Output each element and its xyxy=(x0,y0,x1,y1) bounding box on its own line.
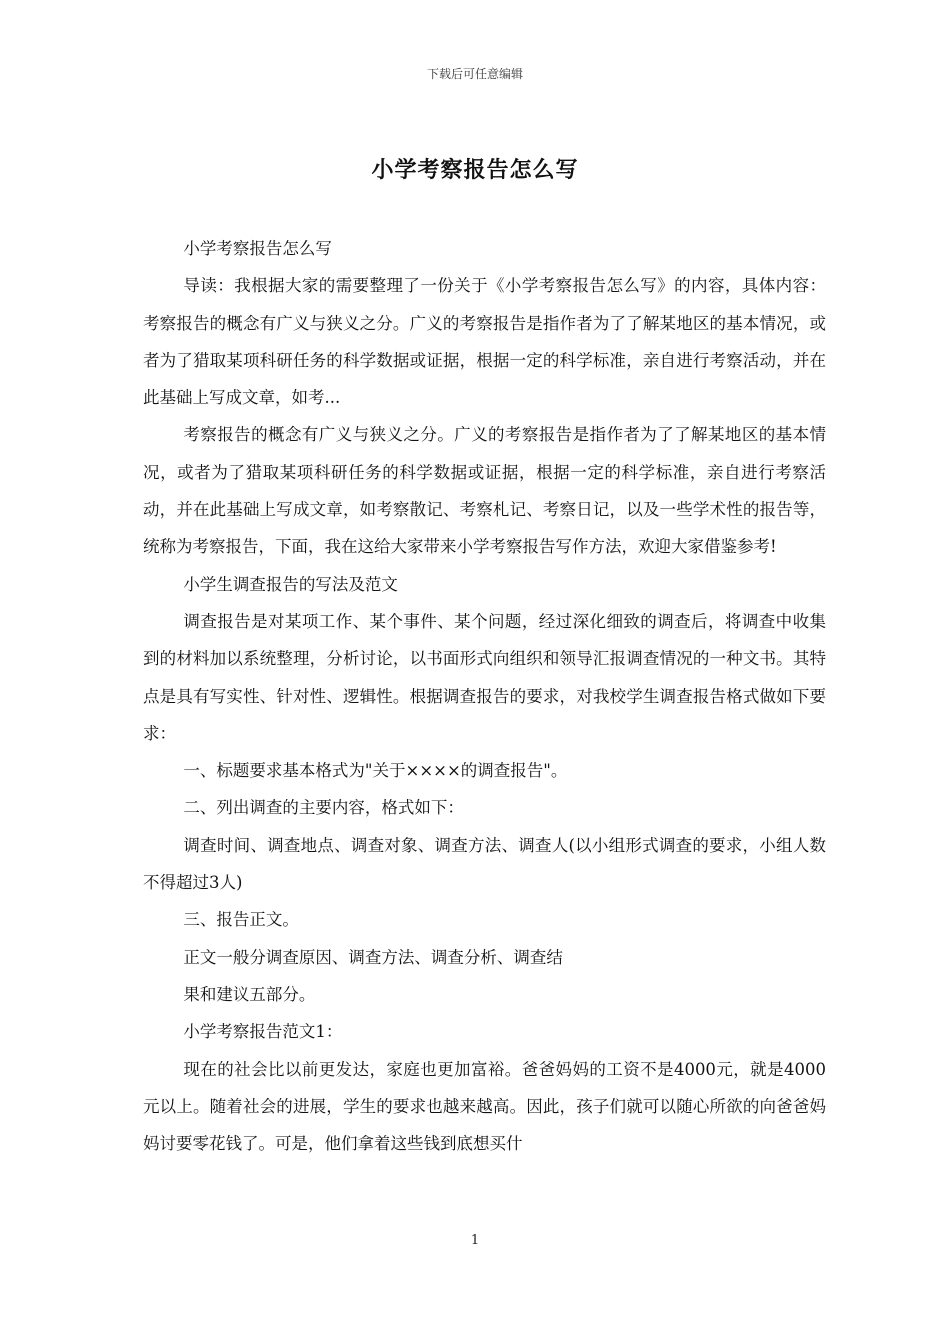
document-body xyxy=(143,230,826,1162)
paragraph-subtitle: 小学考察报告怎么写 xyxy=(183,239,332,258)
document-title: 小学考察报告怎么写 xyxy=(371,157,579,183)
paragraph-example-body: 现在的社会比以前更发达，家庭也更加富裕。爸爸妈妈的工资不是4000元，就是4000元以上。随着社会的进展，学生的要求也越来越高。因此，孩子们就可以随心所欲的向爸爸妈妈讨要零花钱了。可是，他们拿着这些钱到底想买什 xyxy=(143,1059,826,1154)
page-number: 1 xyxy=(470,1233,480,1248)
paragraph-body-parts: 正文一般分调查原因、调查方法、调查分析、调查结 xyxy=(183,947,563,967)
paragraph-rule-title: 一、标题要求基本格式为"关于××××的调查报告"。 xyxy=(183,761,568,781)
paragraph-rule-content: 二、列出调查的主要内容，格式如下： xyxy=(183,798,464,818)
paragraph-survey-description: 调查报告是对某项工作、某个事件、某个问题，经过深化细致的调查后，将调查中收集到的材料加以系统整理，分析讨论，以书面形式向组织和领导汇报调查情况的一种文书。其特点是具有写实性、针对性、逻辑性。根据调查报告的要求，对我校学生调查报告格式做如下要求： xyxy=(143,611,826,743)
paragraph-body-parts-continued: 果和建议五部分。 xyxy=(183,984,316,1004)
paragraph-rule-body: 三、报告正文。 xyxy=(183,910,299,930)
paragraph-definition: 考察报告的概念有广义与狭义之分。广义的考察报告是指作者为了了解某地区的基本情况，或者为了猎取某项科研任务的科学数据或证据，根据一定的科学标准，亲自进行考察活动，并在此基础上写成文章，如考察散记、考察札记、考察日记，以及一些学术性的报告等，统称为考察报告，下面，我在这给大家带来小学考察报告写作方法，欢迎大家借鉴参考! xyxy=(143,425,826,557)
paragraph-intro: 导读：我根据大家的需要整理了一份关于《小学考察报告怎么写》的内容，具体内容：考察报告的概念有广义与狭义之分。广义的考察报告是指作者为了了解某地区的基本情况，或者为了猎取某项科研任务的科学数据或证据，根据一定的科学标准，亲自进行考察活动，并在此基础上写成文章，如考... xyxy=(143,276,826,408)
paragraph-content-items: 调查时间、调查地点、调查对象、调查方法、调查人(以小组形式调查的要求，小组人数不得超过3人) xyxy=(143,835,826,893)
paragraph-section-heading: 小学生调查报告的写法及范文 xyxy=(183,574,398,594)
page-header-note: 下载后可任意编辑 xyxy=(426,67,523,81)
paragraph-example-heading: 小学考察报告范文1： xyxy=(183,1022,343,1042)
